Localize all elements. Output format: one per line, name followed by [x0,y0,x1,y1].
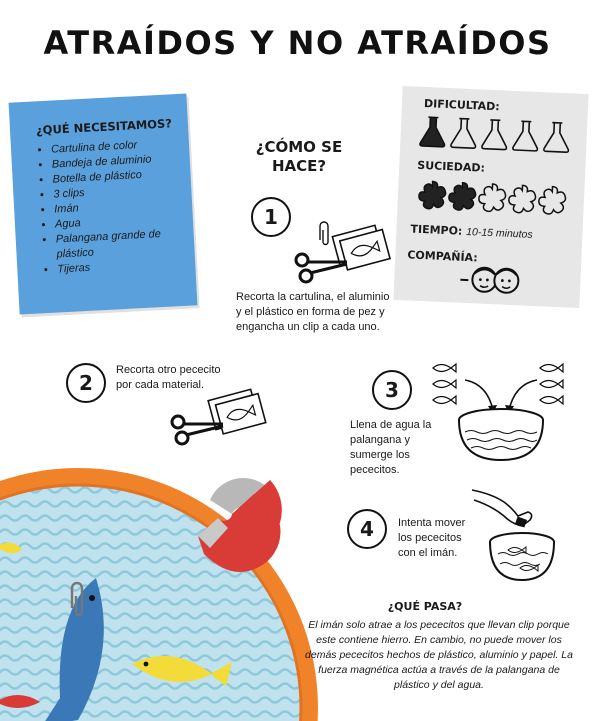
step-number-3: 3 [372,370,412,410]
how-title: ¿CÓMO SE HACE? [255,138,343,175]
list-item: • Palangana grande de plástico [55,225,194,262]
splat-icon [478,183,506,212]
flask-icon [420,117,446,147]
time-value: 10-15 minutos [465,225,533,241]
materials-card [9,93,198,314]
arrow-icon [509,380,537,410]
flask-icon [451,118,477,148]
step-number-2: 2 [66,363,106,403]
flask-icon [544,122,570,152]
materials-heading: ¿QUÉ NECESITAMOS? [35,116,173,138]
list-item: • Cartulina de color [51,135,190,157]
step-text-2: Recorta otro pececito por cada material. [116,364,221,391]
basin-icon [425,358,585,468]
list-item: • Agua [55,210,194,232]
result-text: El imán solo atrae a los pececitos que llevan clip porque este contiene hierro. En cambio, no puede mover los demás pececitos hechos de plástico, aluminio y papel. La fuerza magnética actúa a través de la palangana de plástico y del agua. [305,619,573,691]
faces-icon [458,261,539,298]
difficulty-label: DIFICULTAD: [423,96,500,114]
step-number-1: 1 [251,197,291,237]
paperclip-icon [320,222,328,245]
result-heading: ¿QUÉ PASA? [387,600,463,613]
difficulty-rating [418,115,579,156]
scissors-icon [168,388,268,448]
company-label: COMPAÑÍA: [407,248,478,265]
fish-outline-icon [433,364,563,404]
page-title: ATRAÍDOS Y NO ATRAÍDOS [43,24,552,62]
splat-icon [448,182,476,211]
mess-rating [415,175,576,218]
splat-icon [508,185,536,214]
list-item: • Bandeja de aluminio [52,150,191,172]
scissors-icon [292,218,392,288]
magnet-icon [198,478,282,572]
list-item: • Imán [54,195,193,217]
step-text-3: Llena de agua la palangana y sumerge los pececitos. [350,419,432,476]
time-label: TIEMPO: 10-15 minutos [410,222,533,241]
list-item: • Tijeras [57,255,196,277]
step-number-4: 4 [347,509,387,549]
mess-label: SUCIEDAD: [417,158,486,175]
splat-icon [538,186,566,215]
flask-icon [482,120,508,150]
basin-illustration [0,440,320,721]
flask-icon [513,121,539,151]
info-card [393,86,588,308]
step-text-1: Recorta la cartulina, el aluminio y el plástico en forma de pez y engancha un clip a cada uno. [236,291,390,333]
arrow-icon [465,380,493,410]
step-text-4: Intenta mover los pececitos con el imán. [398,517,466,559]
materials-list [11,135,196,279]
hand-icon [468,484,578,594]
list-item: • Botella de plástico [52,165,191,187]
list-item: • 3 clips [53,180,192,202]
splat-icon [418,181,446,210]
